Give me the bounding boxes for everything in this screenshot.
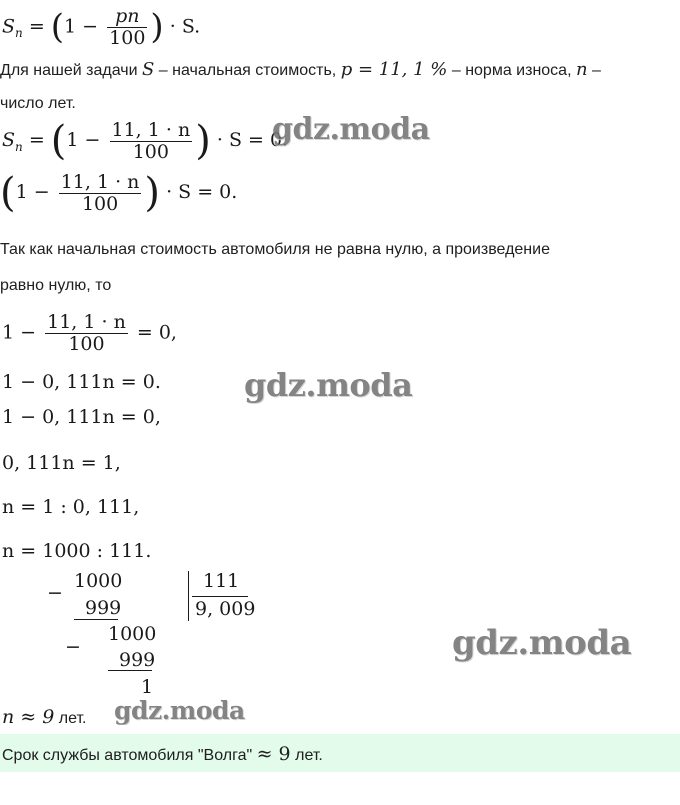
eq1-tail: · S = 0. (216, 129, 289, 151)
formula-one-minus: 1 − (64, 15, 99, 38)
watermark-3: gdz.moda (452, 623, 632, 663)
equation-5: 1 − 0, 111n = 0, (2, 406, 161, 428)
eq1-paren-open: ( (50, 118, 67, 164)
fraction-numerator: pn (115, 5, 140, 27)
intro-var-p: p = 11, 1 % (340, 59, 448, 80)
formula-lhs-subscript: n (15, 26, 23, 41)
answer-math: ≈ 9 (256, 743, 291, 765)
eq1-numerator: 11, 1 · n (111, 118, 191, 141)
eq1-lhs-subscript: n (15, 139, 23, 154)
ld-divider-vertical (188, 571, 189, 621)
eq2-fraction (59, 172, 142, 215)
eq3-tail: = 0, (136, 321, 177, 344)
formula-lhs: S (2, 15, 16, 38)
intro-var-s: S (141, 59, 155, 80)
eq1-lhs: S (2, 129, 16, 151)
eq1-equals: = (28, 129, 45, 151)
formula-top (2, 6, 200, 49)
eq2-numerator: 11, 1 · n (60, 170, 140, 193)
ld-underline-1 (74, 619, 118, 620)
eq1-one-minus: 1 − (66, 129, 101, 151)
explain-line-1: Так как начальная стоимость автомобиля не равна нулю, а произведение (0, 241, 550, 258)
ld-dividend: 1000 (74, 570, 123, 592)
answer-text-b: лет. (295, 747, 323, 764)
watermark-1: gdz.moda (272, 112, 430, 147)
formula-fraction (107, 6, 147, 49)
intro-text-b: – начальная стоимость, (158, 62, 337, 79)
intro-line-1 (0, 59, 601, 80)
formula-equals: = (28, 15, 45, 38)
eq2-tail: · S = 0. (166, 181, 238, 203)
equation-6: 0, 111n = 1, (2, 452, 121, 474)
ld-minus-2: − (65, 636, 81, 658)
ld-final-remainder: 1 (141, 676, 154, 698)
equation-3 (2, 312, 177, 355)
ld-minus-1: − (47, 582, 63, 604)
eq2-paren-open: ( (0, 170, 16, 216)
eq3-one-minus: 1 − (2, 321, 37, 344)
ld-subtrahend-1: 999 (85, 597, 122, 619)
eq1-denominator: 100 (110, 141, 193, 163)
watermark-2: gdz.moda (244, 366, 413, 404)
eq2-paren-close: ) (144, 170, 161, 216)
equation-7: n = 1 : 0, 111, (2, 496, 140, 518)
fraction-denominator: 100 (109, 26, 146, 49)
paren-close: ) (150, 7, 164, 48)
ld-divider-horizontal (192, 596, 248, 597)
approx-expression: n ≈ 9 (2, 706, 55, 728)
ld-quotient: 9, 009 (195, 598, 256, 620)
watermark-4: gdz.moda (114, 696, 245, 725)
equation-1 (2, 118, 288, 164)
ld-underline-2 (108, 670, 152, 671)
approx-unit: лет. (58, 710, 87, 727)
eq2-denominator: 100 (59, 193, 142, 215)
equation-2 (0, 170, 237, 216)
intro-var-n: n (575, 59, 588, 80)
eq3-fraction (45, 312, 128, 355)
intro-text-c: – норма износа, (451, 62, 572, 79)
answer-text-a: Срок службы автомобиля "Волга" (2, 747, 253, 764)
eq3-denominator: 100 (45, 333, 128, 355)
eq2-one-minus: 1 − (15, 181, 50, 203)
answer-box (0, 734, 680, 772)
equation-8: n = 1000 : 111. (2, 540, 152, 562)
eq1-fraction (110, 120, 193, 163)
formula-tail: · S. (169, 15, 201, 38)
answer-text (2, 743, 323, 765)
paren-open: ( (50, 7, 65, 48)
equation-4: 1 − 0, 111n = 0. (2, 371, 161, 393)
intro-line-2: число лет. (0, 95, 76, 112)
eq1-paren-close: ) (195, 118, 211, 164)
explain-line-2: равно нулю, то (0, 277, 112, 294)
ld-remainder-1: 1000 (108, 623, 157, 645)
eq3-numerator: 11, 1 · n (47, 311, 126, 333)
approx-result (2, 706, 86, 728)
ld-subtrahend-2: 999 (119, 649, 156, 671)
intro-text-a: Для нашей задачи (0, 62, 138, 79)
intro-text-d: – (592, 62, 601, 79)
ld-divisor: 111 (203, 570, 240, 592)
